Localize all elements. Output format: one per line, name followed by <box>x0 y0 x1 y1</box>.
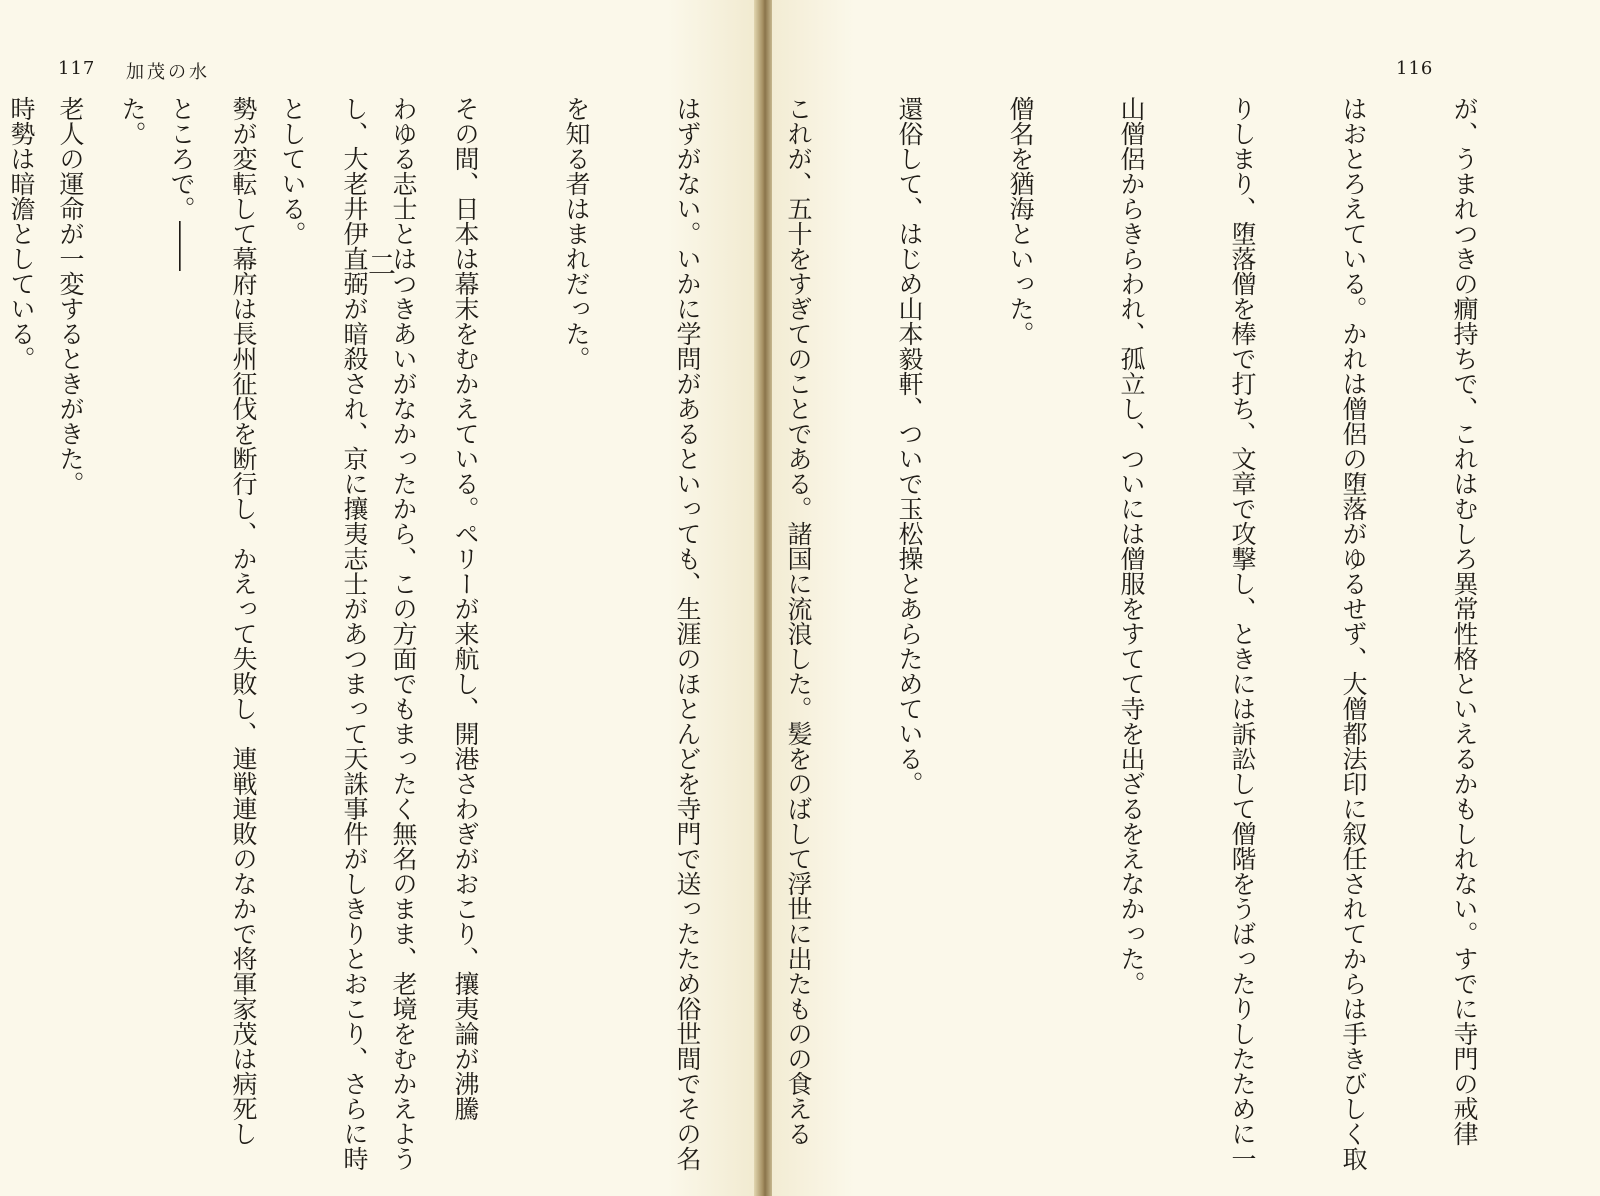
text-line: が、うまれつきの癇持ちで、これはむしろ異常性格といえるかもしれない。すでに寺門の戒律 <box>1450 96 1479 1146</box>
text-line: ところで。―― <box>167 96 196 271</box>
text-line: わゆる志士とはつきあいがなかったから、この方面でもまったく無名のまま、老境をむかえよう <box>389 96 418 1171</box>
running-title: 加茂の水 <box>126 62 210 83</box>
text-line: その間、日本は幕末をむかえている。ペリーが来航し、開港さわぎがおこり、攘夷論が沸騰 <box>451 96 480 1121</box>
text-line: はずがない。いかに学問があるといっても、生涯のほとんどを寺門で送ったため俗世間でその名 <box>673 96 702 1171</box>
text-line: 僧名を猶海といった。 <box>1006 96 1035 346</box>
text-line: これが、五十をすぎてのことである。諸国に流浪した。髪をのばして浮世に出たものの食える <box>784 96 813 1146</box>
text-line: 還俗して、はじめ山本毅軒、ついで玉松操とあらためている。 <box>895 96 924 796</box>
text-line: 勢が変転して幕府は長州征伐を断行し、かえって失敗し、連戦連敗のなかで将軍家茂は病死し <box>229 96 258 1146</box>
text-line: りしまり、堕落僧を棒で打ち、文章で攻撃し、ときには訴訟して僧階をうばったりしたために一 <box>1228 96 1257 1171</box>
text-line: 老人の運命が一変するときがきた。 <box>56 96 85 496</box>
text-line: 時勢は暗澹としている。 <box>7 96 36 371</box>
right-page-number: 116 <box>1396 58 1434 79</box>
text-line: はおとろえている。かれは僧侶の堕落がゆるせず、大僧都法印に叙任されてからは手きびしく取 <box>1339 96 1368 1171</box>
text-line: 山僧侶からきらわれ、孤立し、ついには僧服をすてて寺を出ざるをえなかった。 <box>1117 96 1146 996</box>
text-line: た。 <box>118 96 147 146</box>
text-line: し、大老井伊直弼が暗殺され、京に攘夷志士があつまって天誅事件がしきりとおこり、さらに時 <box>340 96 369 1171</box>
text-line: としている。 <box>278 96 307 246</box>
left-page-number: 117 <box>58 58 96 79</box>
section-number: 二 <box>364 250 397 286</box>
text-line: を知る者はまれだった。 <box>562 96 591 371</box>
